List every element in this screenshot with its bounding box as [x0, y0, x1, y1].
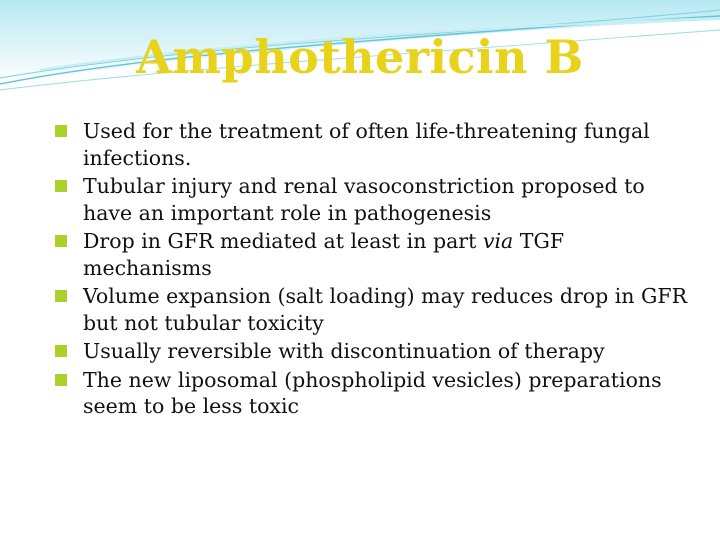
square-bullet-icon [55, 345, 67, 357]
bullet-item [55, 228, 695, 281]
bullet-text: Used for the treatment of often life-threatening fungal infections. [83, 119, 650, 170]
bullet-item [55, 173, 695, 226]
bullet-item [55, 118, 695, 171]
square-bullet-icon [55, 125, 67, 137]
bullet-list [55, 118, 695, 422]
slide-title: Amphothericin B [136, 30, 584, 84]
bullet-item [55, 283, 695, 336]
square-bullet-icon [55, 374, 67, 386]
bullet-text: The new liposomal (phospholipid vesicles) preparations seem to be less toxic [83, 367, 662, 418]
bullet-text: Volume expansion (salt loading) may reduces drop in GFR but not tubular toxicity [83, 284, 688, 335]
bullet-item [55, 338, 695, 365]
bullet-text-post: TGF mechanisms [83, 229, 565, 280]
bullet-text-pre: Drop in GFR mediated at least in part [83, 229, 483, 253]
bullet-text-italic: via [482, 229, 514, 253]
bullet-text: Usually reversible with discontinuation of therapy [83, 339, 605, 363]
square-bullet-icon [55, 235, 67, 247]
bullet-item [55, 367, 695, 420]
square-bullet-icon [55, 290, 67, 302]
square-bullet-icon [55, 180, 67, 192]
bullet-text: Tubular injury and renal vasoconstriction proposed to have an important role in pathogenesis [83, 174, 645, 225]
